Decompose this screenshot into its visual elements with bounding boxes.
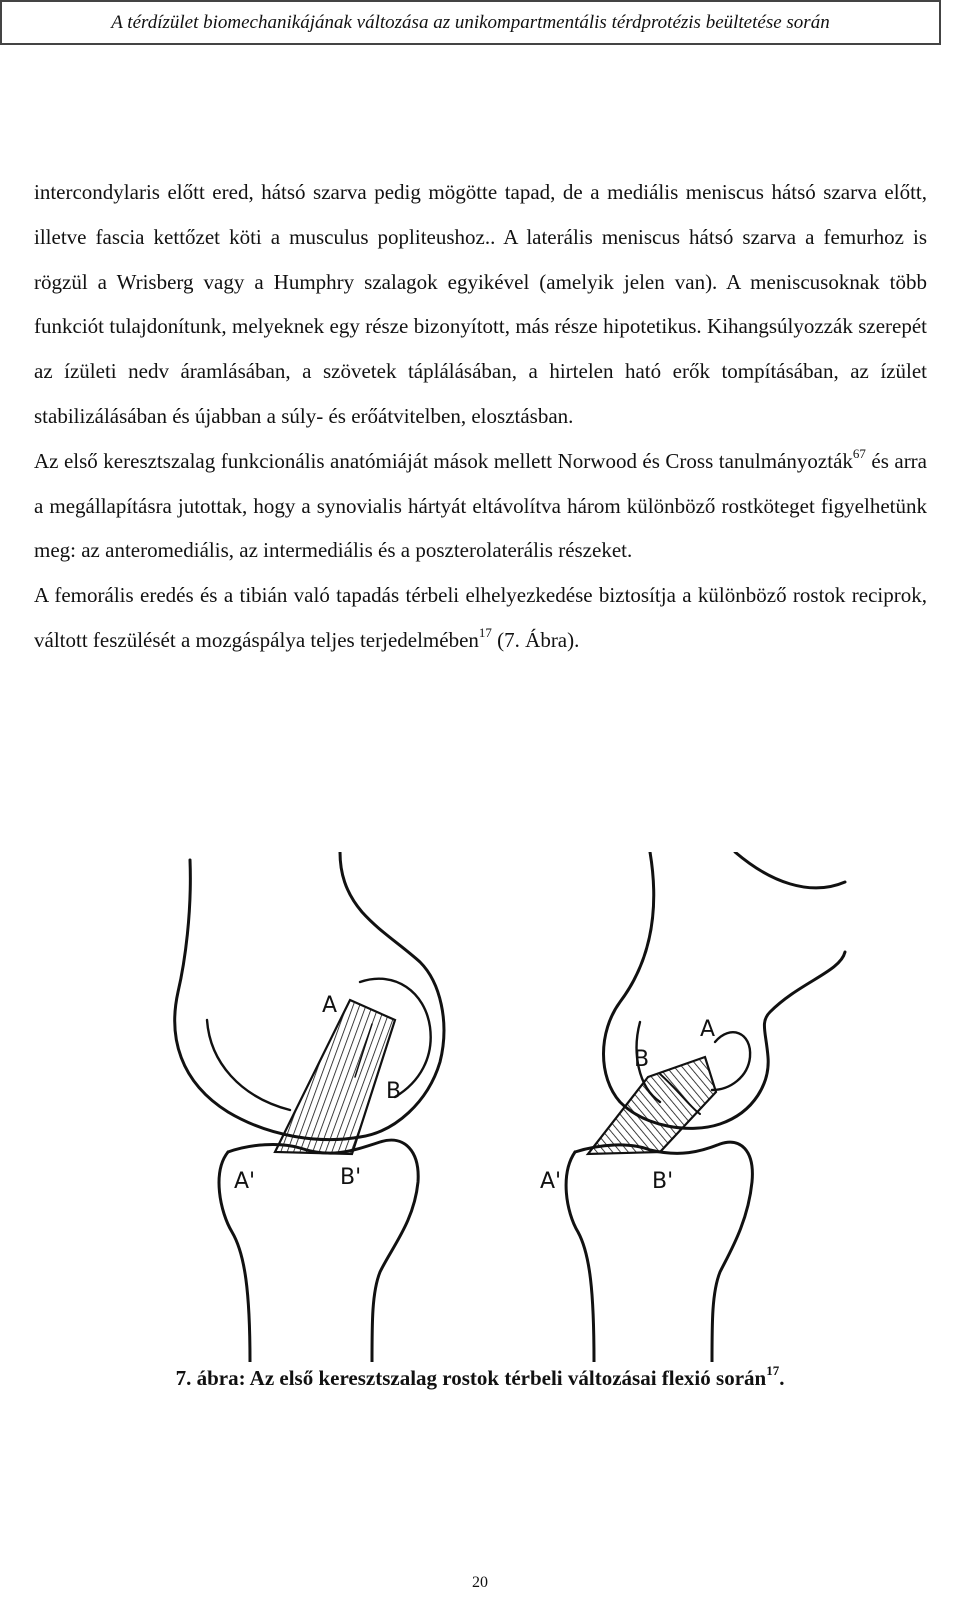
paragraph-3-text: A femorális eredés és a tibián való tapadás térbeli elhelyezkedése biztosítja a különböző rostok reciprok, váltott feszülését a mozgáspálya teljes terjedelmében [34, 583, 927, 652]
paragraph-2-text-end: és arra a megállapításra jutottak, hogy a synovialis hártyát eltávolítva három különböző rostköteget figyelhetünk meg: az anteromediális, az intermediális és a poszterolaterális részeket. [34, 448, 928, 563]
paragraph-2-text: Az első keresztszalag funkcionális anatómiáját mások mellett Norwood és Cross tanulmányozták [34, 448, 853, 473]
right-knee-diagram [566, 852, 845, 1362]
caption-reference-superscript: 17 [766, 1363, 780, 1378]
left-label-b-prime: B' [340, 1165, 362, 1190]
left-label-b: B [386, 1079, 402, 1104]
right-patellar-curve [712, 1032, 750, 1090]
right-label-a: A [700, 1017, 716, 1042]
paragraph-3 [34, 573, 927, 663]
reference-superscript: 17 [478, 624, 492, 640]
left-acl-band [275, 1000, 395, 1154]
right-acl-band [588, 1057, 716, 1154]
paragraph-2 [34, 439, 927, 573]
right-tibia-shaft-left [566, 1152, 594, 1362]
figure-drawing [0, 852, 960, 1362]
right-femur-top [735, 852, 845, 888]
left-condyle-inner-curve [207, 1020, 290, 1110]
right-label-b: B [634, 1047, 650, 1072]
left-label-a-prime: A' [234, 1169, 256, 1194]
left-tibia-outline [228, 1140, 418, 1362]
page-header [0, 0, 941, 45]
page-number: 20 [472, 1574, 488, 1591]
paragraph-3-text-end: (7. Ábra). [491, 627, 580, 652]
reference-superscript: 67 [852, 445, 866, 461]
paragraph-1: intercondylaris előtt ered, hátsó szarva pedig mögötte tapad, de a mediális meniscus hátsó szarva előtt, illetve fascia kettőzet köti a musculus popliteushoz.. A laterális meniscus hátsó szarva a femurhoz is rögzül a Wrisberg vagy a Humphry szalagok egyikével (amelyik jelen van). A meniscusoknak több funkciót tulajdonítunk, melyeknek egy része bizonyított, más része hipotetikus. Kihangsúlyozzák szerepét az ízületi nedv áramlásában, a szövetek táplálásában, a hirtelen ható erők tompításában, az ízület stabilizálásában és újabban a súly- és erőátvitelben, elosztásban. [34, 180, 927, 428]
right-label-a-prime: A' [540, 1169, 562, 1194]
right-label-b-prime: B' [652, 1169, 674, 1194]
figure-caption [0, 1363, 960, 1391]
knee-ligament-figure [0, 852, 960, 1362]
left-knee-diagram [175, 852, 444, 1362]
page-header-title: A térdízület biomechanikájának változása az unikompartmentális térdprotézis beültetése során [111, 11, 830, 33]
figure-caption-end: . [779, 1366, 785, 1390]
body-text [34, 170, 927, 663]
left-label-a: A [322, 993, 338, 1018]
figure-caption-text: 7. ábra: Az első keresztszalag rostok térbeli változásai flexió során [175, 1366, 767, 1390]
